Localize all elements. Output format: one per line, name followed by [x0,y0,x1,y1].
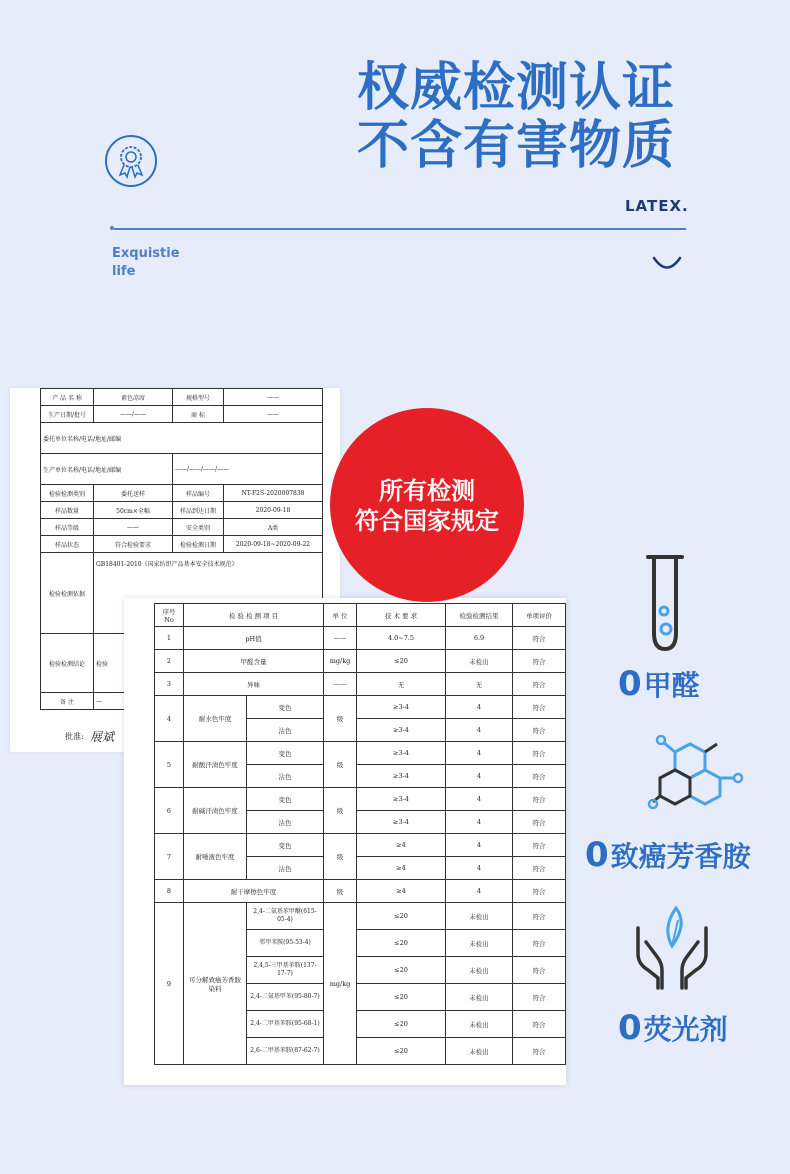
table-cell: 生产日期/批号 [41,406,94,423]
table-cell: 检验 [94,634,323,693]
table-cell: 符合 [513,930,566,957]
table-cell: 检验检测类别 [41,485,94,502]
table-cell: ≥3-4 [357,811,446,834]
table-cell: ≤20 [357,930,446,957]
table-cell: 6.9 [446,627,513,650]
table-row [155,696,566,719]
table-cell: 4 [446,880,513,903]
certificate-badge-icon [104,134,158,188]
table-cell: 2,4-二氨基苯甲醚(615-05-4) [247,903,324,930]
table-cell: 耐酸汗渍色牢度 [184,742,247,788]
table-cell: 沾色 [247,811,324,834]
table-cell: GB18401-2010《国家纺织产品基本安全技术规范》 [94,553,323,634]
table-cell: 符合 [513,1011,566,1038]
table-row [155,650,566,673]
table-cell: 9 [155,903,184,1065]
table-cell: 级 [324,742,357,788]
table-cell: pH值 [184,627,324,650]
table-cell: 符合检验要求 [94,536,173,553]
table-cell: 未检出 [446,1011,513,1038]
table-cell: ≤20 [357,1038,446,1065]
tagline-line2: life [112,264,136,279]
table-cell: 样品状态 [41,536,94,553]
table-cell: —— [324,627,357,650]
table-cell: 邻甲苯胺(95-53-4) [247,930,324,957]
badge-line1: 所有检测 [379,477,475,505]
table-cell: 2 [155,650,184,673]
table-row [155,627,566,650]
table-cell: 沾色 [247,857,324,880]
table-cell: ≤20 [357,984,446,1011]
table-cell: 符合 [513,984,566,1011]
table-cell: 符合 [513,696,566,719]
divider-dot [110,226,114,230]
approve-label: 批准: [65,732,84,741]
table-cell: 素色凉席 [94,389,173,406]
table-cell: 未检出 [446,1038,513,1065]
result-table [154,603,566,1065]
table-cell: 变色 [247,742,324,765]
table-cell: 2020-09-18~2020-09-22 [224,536,323,553]
table-cell: 符合 [513,880,566,903]
table-row [41,519,323,536]
table-cell: 样品编号 [173,485,224,502]
table-cell: ≤20 [357,957,446,984]
table-cell: 未检出 [446,650,513,673]
table-cell: 7 [155,834,184,880]
table-cell: ≥3-4 [357,696,446,719]
table-cell: 符合 [513,903,566,930]
table-cell: mg/kg [324,903,357,1065]
col-eval: 单项评价 [513,604,566,627]
table-cell: 3 [155,673,184,696]
table-cell: 未检出 [446,930,513,957]
col-unit: 单 位 [324,604,357,627]
table-cell: 4 [446,788,513,811]
table-cell: 耐水色牢度 [184,696,247,742]
feature-formaldehyde [618,664,700,704]
table-cell: 变色 [247,788,324,811]
table-cell: 级 [324,834,357,880]
table-cell: 4 [446,696,513,719]
table-cell: 甲醛含量 [184,650,324,673]
table-row [41,423,323,454]
table-cell: 级 [324,880,357,903]
table-cell: ≥3-4 [357,742,446,765]
table-row [41,406,323,423]
table-cell: ≥4 [357,880,446,903]
table-cell: — [94,693,323,710]
table-cell: 8 [155,880,184,903]
table-cell: 符合 [513,627,566,650]
table-cell: 变色 [247,696,324,719]
table-cell: 样品等级 [41,519,94,536]
text-label: 0 [585,835,609,875]
table-cell: 可分解致癌芳香胺染料 [184,903,247,1065]
table-cell: 商 标 [173,406,224,423]
table-row [41,454,323,485]
table-cell: 符合 [513,811,566,834]
text-label: 荧光剂 [643,1013,728,1046]
table-cell: —— [94,519,173,536]
table-cell: —— [224,389,323,406]
table-cell: 符合 [513,650,566,673]
table-cell: ≥3-4 [357,788,446,811]
test-tube-icon [640,553,690,653]
table-cell: 无 [357,673,446,696]
table-cell: 检验检测依据 [41,553,94,634]
table-cell: 检验检测结论 [41,634,94,693]
table-row [155,834,566,857]
table-cell: 4 [446,834,513,857]
table-row [155,903,566,930]
col-item: 检 验 检 测 项 目 [184,604,324,627]
table-cell: A类 [224,519,323,536]
table-cell: 4 [446,857,513,880]
table-cell: 备 注 [41,693,94,710]
table-cell: —— [224,406,323,423]
col-no: 序号 No [155,604,184,627]
brand-label: LATEX. [625,197,689,215]
hands-leaf-icon [632,898,712,990]
table-cell: 符合 [513,1038,566,1065]
table-cell: 级 [324,788,357,834]
table-cell: ≥3-4 [357,765,446,788]
table-cell: 耐碱汗渍色牢度 [184,788,247,834]
approve-signature: 展斌 [90,730,115,744]
table-cell: 未检出 [446,903,513,930]
table-row [155,742,566,765]
table-cell: 6 [155,788,184,834]
table-cell: 符合 [513,957,566,984]
table-cell: 1 [155,627,184,650]
table-cell: 符合 [513,788,566,811]
table-row [41,485,323,502]
table-cell: ——/—— [94,406,173,423]
table-cell: 4.0~7.5 [357,627,446,650]
table-cell: ≥3-4 [357,719,446,742]
table-row [41,502,323,519]
table-cell: 未检出 [446,984,513,1011]
table-cell: 4 [446,742,513,765]
table-cell: ≥4 [357,857,446,880]
table-cell: 符合 [513,857,566,880]
table-cell: 规格型号 [173,389,224,406]
molecule-icon [645,730,745,815]
table-row [155,673,566,696]
table-cell: 4 [155,696,184,742]
table-cell: 2020-09-18 [224,502,323,519]
table-cell: 样品到达日期 [173,502,224,519]
table-cell: 5 [155,742,184,788]
table-cell: 符合 [513,765,566,788]
table-row [155,604,566,627]
table-cell: NT-F2S-2020007838 [224,485,323,502]
table-cell: 委托单位名称/电话/地址/邮编 [41,423,323,454]
table-cell: ≤20 [357,903,446,930]
table-cell: 50cm×全幅 [94,502,173,519]
page-title: 权威检测认证 [357,58,676,118]
tagline-line1: Exquistie [112,246,180,261]
table-cell: 2,4-二氨基甲苯(95-80-7) [247,984,324,1011]
table-cell: 委托送样 [94,485,173,502]
badge-line2: 符合国家规定 [355,507,499,535]
test-result-sheet [124,598,566,1085]
table-cell: 沾色 [247,765,324,788]
table-cell: 未检出 [446,957,513,984]
table-cell: 4 [446,765,513,788]
divider [114,228,686,230]
table-cell: 级 [324,696,357,742]
table-cell: 产 品 名 称 [41,389,94,406]
col-result: 检验检测结果 [446,604,513,627]
table-cell: 耐唾液色牢度 [184,834,247,880]
table-row [155,788,566,811]
table-cell: 2,6-二甲基苯胺(87-62-7) [247,1038,324,1065]
table-cell: 符合 [513,834,566,857]
table-cell: 4 [446,811,513,834]
table-cell: 生产单位名称/电话/地址/邮编 [41,454,173,485]
table-cell: 变色 [247,834,324,857]
compliance-badge [330,408,524,602]
table-cell: 符合 [513,673,566,696]
text-label: 甲醛 [643,669,700,702]
table-cell: ≥4 [357,834,446,857]
table-cell: 样品数量 [41,502,94,519]
table-cell: 沾色 [247,719,324,742]
table-cell: 安全类别 [173,519,224,536]
table-cell: ——/——/——/—— [173,454,323,485]
table-cell: 检验检测日期 [173,536,224,553]
text-label: 0 [618,1008,642,1048]
feature-carcinogenic-amines [585,835,751,875]
text-label: 致癌芳香胺 [610,840,751,873]
table-cell: ≤20 [357,1011,446,1038]
feature-fluorescent-agent [618,1008,728,1048]
table-cell: 4 [446,719,513,742]
table-cell: 2,4,5-三甲基苯胺(137-17-7) [247,957,324,984]
table-cell: mg/kg [324,650,357,673]
table-row [41,389,323,406]
table-cell: 2,4-二甲基苯胺(95-68-1) [247,1011,324,1038]
table-cell: ≤20 [357,650,446,673]
table-cell: 符合 [513,719,566,742]
col-req: 技 术 要 求 [357,604,446,627]
table-cell: 符合 [513,742,566,765]
table-cell: 异味 [184,673,324,696]
table-cell: 耐干摩擦色牢度 [184,880,324,903]
tagline [112,245,180,281]
page-subtitle: 不含有害物质 [357,116,676,176]
text-label: 0 [618,664,642,704]
table-cell: 无 [446,673,513,696]
table-row [155,880,566,903]
table-cell: —— [324,673,357,696]
table-row [41,536,323,553]
smile-icon [652,255,682,271]
